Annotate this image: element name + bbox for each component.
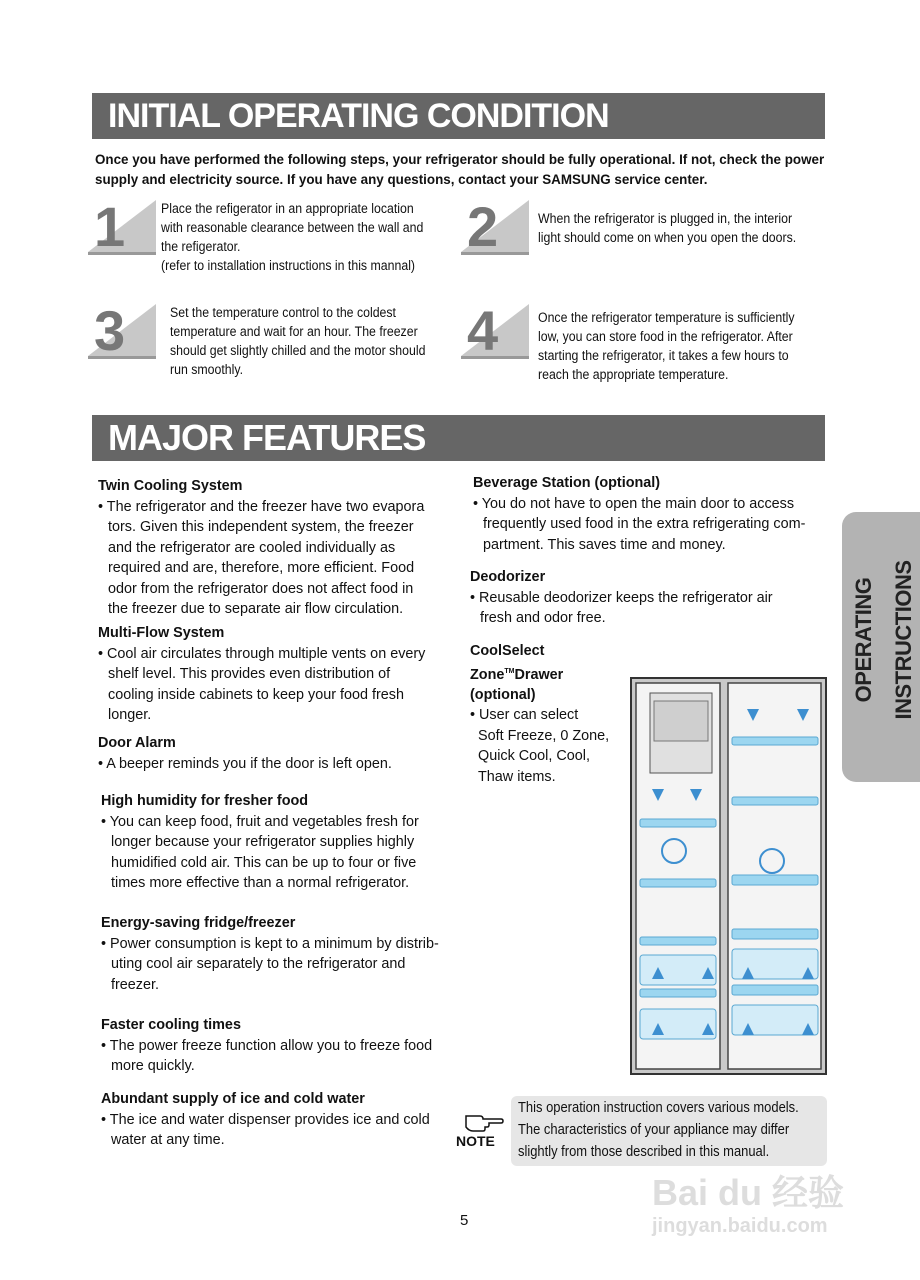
fridge-diagram-icon: [632, 679, 825, 1073]
section-title-initial: INITIAL OPERATING CONDITION: [92, 93, 825, 139]
intro-text: Once you have performed the following steps, your refrigerator should be fully operational. If not, check the power supply and electricity source. If you have any questions, contact your SAMSUNG service center.: [95, 152, 825, 187]
feature-twin-cooling: Twin Cooling System • The refrigerator and the freezer have two evapora tors. Given this independent system, the freezer and the refrigerator are cooled individually as required and are, therefore, more efficient. Food odor from the refrigerator does not affect food in the freezer due to separate air flow circulation.: [98, 478, 425, 617]
step-4-text: Once the refrigerator temperature is sufficiently low, you can store food in the refrigerator. After starting the refrigerator, it takes a few hours to reach the appropriate temperature.: [538, 310, 795, 382]
step-number-badge: 2: [461, 200, 529, 260]
feature-high-humidity: High humidity for fresher food • You can keep food, fruit and vegetables fresh for longer because your refrigerator supplies highly humidified cold air. This can be up to four or five times more effective than a normal refrigerator.: [101, 793, 419, 891]
watermark-logo: Bai du 经验: [652, 1172, 845, 1213]
feature-deodorizer: Deodorizer • Reusable deodorizer keeps the refrigerator air fresh and odor free.: [470, 569, 773, 626]
step-1-text: Place the refigerator in an appropriate location with reasonable clearance between the wall and the refigerator. (refer to installation instructions in this mannal): [161, 201, 424, 273]
note-text: This operation instruction covers various models. The characteristics of your appliance may differ slightly from those described in this manual.: [518, 1100, 799, 1160]
section-title-features: MAJOR FEATURES: [92, 415, 825, 461]
watermark-url: jingyan.baidu.com: [652, 1215, 828, 1237]
pointing-hand-icon: [464, 1106, 504, 1132]
feature-beverage-station: Beverage Station (optional) • You do not have to open the main door to access frequently used food in the extra refrigerating com- partment. This saves time and money.: [473, 475, 806, 553]
fridge-airflow-illustration: [630, 677, 827, 1075]
feature-door-alarm: Door Alarm • A beeper reminds you if the door is left open.: [98, 735, 392, 772]
side-tab-label: OPERATING INSTRUCTIONS: [851, 560, 916, 720]
feature-multi-flow: Multi-Flow System • Cool air circulates through multiple vents on every shelf level. This provides even distribution of cooling inside cabinets to keep your food fresh longer.: [98, 625, 426, 723]
step-number-badge: 3: [88, 304, 156, 364]
step-number-badge: 4: [461, 304, 529, 364]
feature-energy-saving: Energy-saving fridge/freezer • Power consumption is kept to a minimum by distrib- uting cool air separately to the refrigerator and freezer.: [101, 915, 439, 993]
step-2-text: When the refrigerator is plugged in, the interior light should come on when you open the doors.: [538, 211, 797, 245]
step-number-badge: 1: [88, 200, 156, 260]
note-label: NOTE: [456, 1133, 495, 1149]
feature-coolselect: CoolSelect Zone™Drawer (optional) • User can select Soft Freeze, 0 Zone, Quick Cool, Cool, Thaw items.: [470, 643, 610, 785]
step-3-text: Set the temperature control to the coldest temperature and wait for an hour. The freezer should get slightly chilled and the motor should run smoothly.: [170, 305, 426, 377]
feature-faster-cooling: Faster cooling times • The power freeze function allow you to freeze food more quickly.: [101, 1017, 433, 1074]
feature-ice-water: Abundant supply of ice and cold water • The ice and water dispenser provides ice and cold water at any time.: [101, 1091, 430, 1148]
page-number: 5: [460, 1212, 469, 1229]
